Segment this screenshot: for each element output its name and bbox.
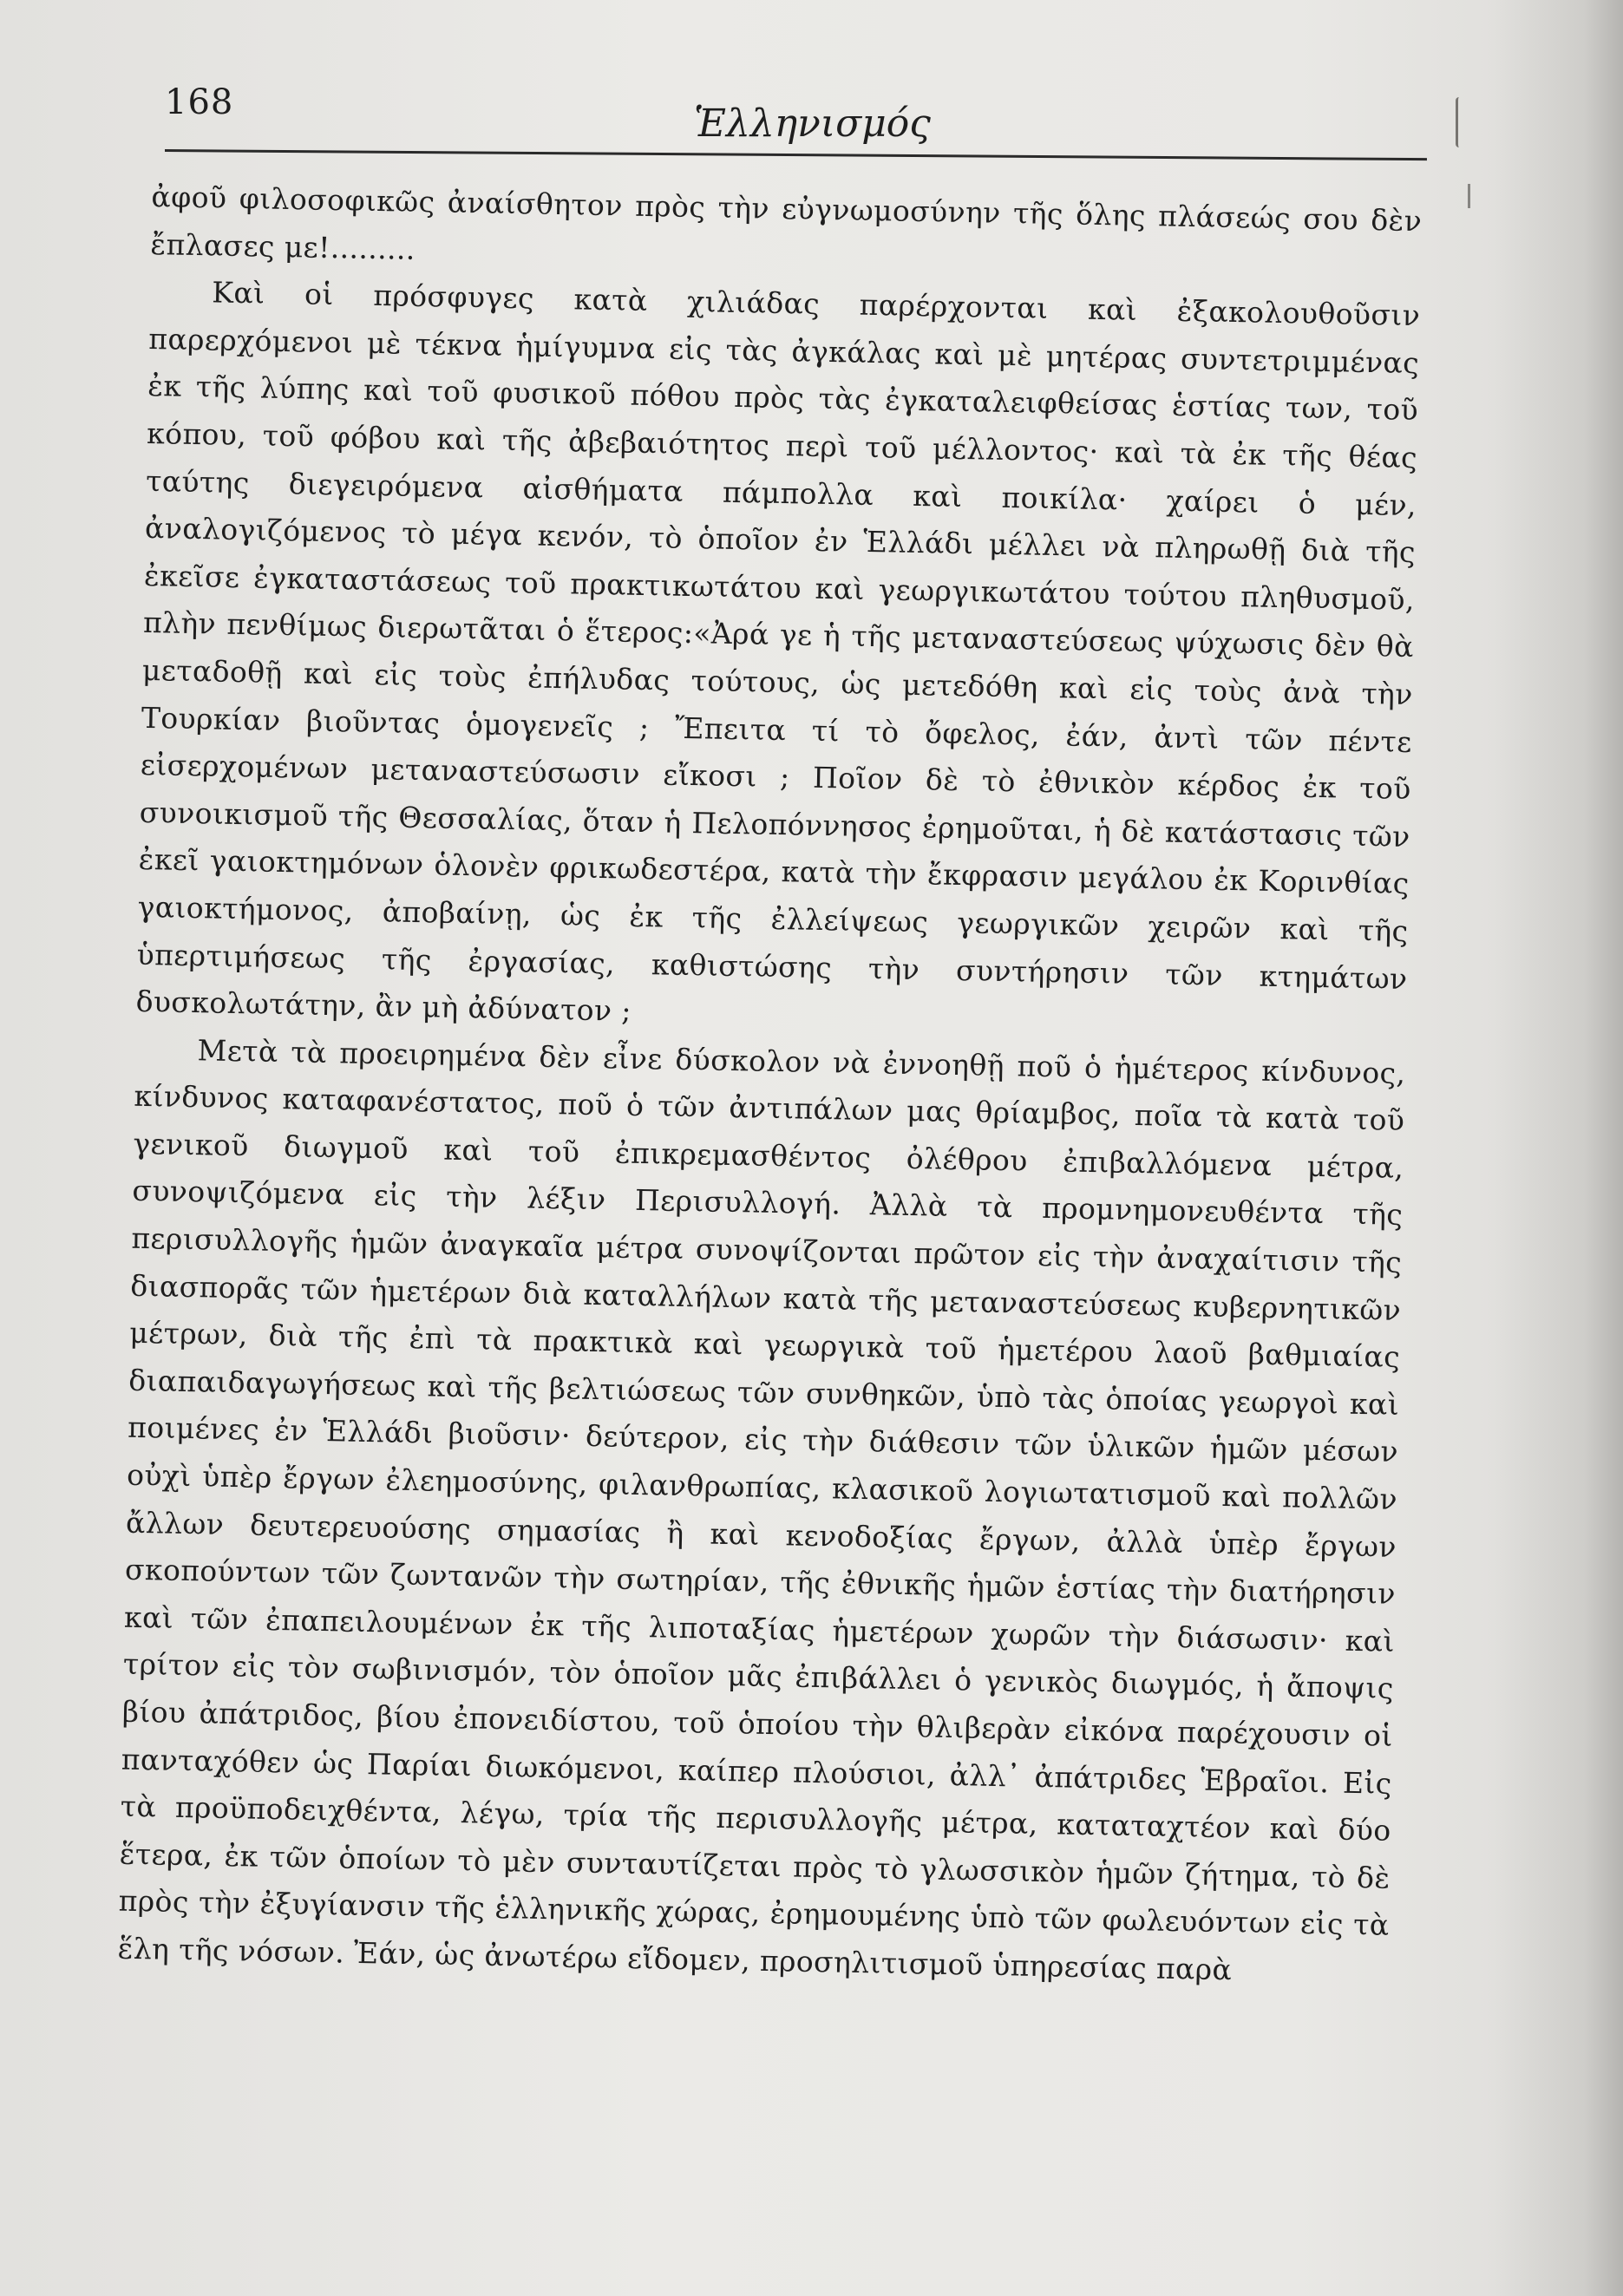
paragraph-measures: Μετὰ τὰ προειρημένα δὲν εἶνε δύσκολον νὰ ἐννοηθῇ ποῦ ὁ ἡμέτερος κίνδυνος, κίνδυνος καταφανέστατος, ποῦ ὁ τῶν ἀντιπάλων μας θρίαμβος, ποῖα τὰ κατὰ τοῦ γενικοῦ διωγμοῦ καὶ τοῦ ἐπικρεμασθέντος ὀλέθρου ἐπιβαλλόμενα μέτρα, συνοψιζόμενα εἰς τὴν λέξιν Περισυλλογή. Ἀλλὰ τὰ προμνημονευθέντα τῆς περισυλλογῆς ἡμῶν ἀναγκαῖα μέτρα συνοψίζονται πρῶτον εἰς τὴν ἀναχαίτισιν τῆς διασπορᾶς τῶν ἡμετέρων διὰ καταλλήλων κατὰ τῆς μεταναστεύσεως κυβερνητικῶν μέτρων, διὰ τῆς ἐπὶ τὰ πρακτικὰ καὶ γεωργικὰ τοῦ ἡμετέρου λαοῦ βαθμιαίας διαπαιδαγωγήσεως καὶ τῆς βελτιώσεως τῶν συνθηκῶν, ὑπὸ τὰς ὁποίας γεωργοὶ καὶ ποιμένες ἐν Ἑλλάδι βιοῦσιν· δεύτερον, εἰς τὴν διάθεσιν τῶν ὑλικῶν ἡμῶν μέσων οὐχὶ ὑπὲρ ἔργων ἐλεημοσύνης, φιλανθρωπίας, κλασικοῦ λογιωτατισμοῦ καὶ πολλῶν ἄλλων δευτερευούσης σημασίας ἢ καὶ κενοδοξίας ἔργων, ἀλλὰ ὑπὲρ ἔργων σκοπούντων τῶν ζωντανῶν τὴν σωτηρίαν, τῆς ἐθνικῆς ἡμῶν ἑστίας τὴν διατήρησιν καὶ τῶν ἐπαπειλουμένων ἐκ τῆς λιποταξίας ἡμετέρων χωρῶν τὴν διάσωσιν· καὶ τρίτον εἰς τὸν σωβινισμόν, τὸν ὁποῖον μᾶς ἐπιβάλλει ὁ γενικὸς διωγμός, ἡ ἄποψις βίου ἀπάτριδος, βίου ἐπονειδίστου, τοῦ ὁποίου τὴν θλιβερὰν εἰκόνα παρέχουσιν οἱ πανταχόθεν ὡς Παρίαι διωκόμενοι, καίπερ πλούσιοι, ἀλλ᾽ ἀπάτριδες Ἑβραῖοι. Εἰς τὰ προϋποδειχθέντα, λέγω, τρία τῆς περισυλλογῆς μέτρα, καταταχτέον καὶ δύο ἕτερα, ἐκ τῶν ὁποίων τὸ μὲν συνταυτίζεται πρὸς τὸ γλωσσικὸν ἡμῶν ζήτημα, τὸ δὲ πρὸς τὴν ἐξυγίανσιν τῆς ἑλληνικῆς χώρας, ἐρημουμένης ὑπὸ τῶν φωλευόντων εἰς τὰ ἕλη τῆς νόσων. Ἐάν, ὡς ἀνωτέρω εἴδομεν, προσηλιτισμοῦ ὑπηρεσίας παρὰ <box>117 1032 1406 1987</box>
page-margin-mark <box>1456 97 1477 147</box>
running-title: Ἑλληνισμός <box>694 101 931 146</box>
paragraph-refugees: Καὶ οἱ πρόσφυγες κατὰ χιλιάδας παρέρχονται καὶ ἐξακολουθοῦσιν παρερχόμενοι μὲ τέκνα ἡμίγυμνα εἰς τὰς ἀγκάλας καὶ μὲ μητέρας συντετριμμένας ἐκ τῆς λύπης καὶ τοῦ φυσικοῦ πόθου πρὸς τὰς ἐγκαταλειφθείσας ἑστίας των, τοῦ κόπου, τοῦ φόβου καὶ τῆς ἀβεβαιότητος περὶ τοῦ μέλλοντος· καὶ τὰ ἐκ τῆς θέας ταύτης διεγειρόμενα αἰσθήματα πάμπολλα καὶ ποικίλα· χαίρει ὁ μέν, ἀναλογιζόμενος τὸ μέγα κενόν, τὸ ὁποῖον ἐν Ἑλλάδι μέλλει νὰ πληρωθῇ διὰ τῆς ἐκεῖσε ἐγκαταστάσεως τοῦ πρακτικωτάτου καὶ γεωργικωτάτου τούτου πληθυσμοῦ, πλὴν πενθίμως διερωτᾶται ὁ ἕτερος:«Ἀρά γε ἡ τῆς μεταναστεύσεως ψύχωσις δὲν θὰ μεταδοθῇ καὶ εἰς τοὺς ἐπήλυδας τούτους, ὡς μετεδόθη καὶ εἰς τοὺς ἀνὰ τὴν Τουρκίαν βιοῦντας ὁμογενεῖς ; Ἔπειτα τί τὸ ὄφελος, ἐάν, ἀντὶ τῶν πέντε εἰσερχομένων μεταναστεύσωσιν εἴκοσι ; Ποῖον δὲ τὸ ἐθνικὸν κέρδος ἐκ τοῦ συνοικισμοῦ τῆς Θεσσαλίας, ὅταν ἡ Πελοπόννησος ἐρημοῦται, ἡ δὲ κατάστασις τῶν ἐκεῖ γαιοκτημόνων ὁλονὲν φρικωδεστέρα, κατὰ τὴν ἔκφρασιν μεγάλου ἐκ Κορινθίας γαιοκτήμονος, ἀποβαίνῃ, ὡς ἐκ τῆς ἐλλείψεως γεωργικῶν χειρῶν καὶ τῆς ὑπερτιμήσεως τῆς ἐργασίας, καθιστώσης τὴν συντήρησιν τῶν κτημάτων δυσκολωτάτην, ἂν μὴ ἀδύνατον ; <box>135 275 1421 1028</box>
page-margin-tick <box>1468 184 1470 208</box>
page-number: 168 <box>165 82 234 122</box>
page-edge-shadow <box>1493 0 1623 2296</box>
body-text <box>117 173 1423 1997</box>
paragraph-continuation: ἀφοῦ φιλοσοφικῶς ἀναίσθητον πρὸς τὴν εὐγνωμοσύνην τῆς ὅλης πλάσεώς σου δὲν ἔπλασες με!......... <box>150 179 1423 266</box>
page-header <box>165 82 1427 152</box>
